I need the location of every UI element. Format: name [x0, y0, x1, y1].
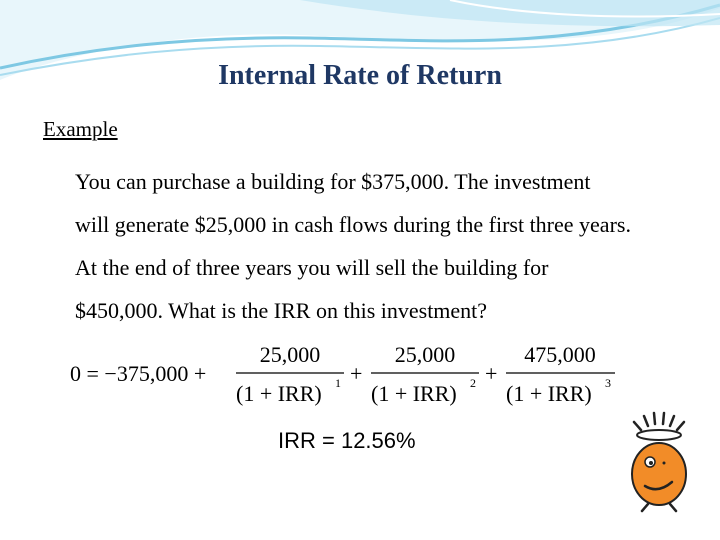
plus-sign: +	[350, 361, 363, 386]
term-2-numerator: 25,000	[394, 342, 456, 367]
term-3-denominator: (1 + IRR)	[506, 381, 592, 406]
paragraph-line: will generate $25,000 in cash flows during the first three years.	[75, 212, 631, 237]
slide-title: Internal Rate of Return	[218, 60, 502, 91]
paragraph-line: You can purchase a building for $375,000. The investment	[75, 169, 591, 194]
term-1-numerator: 25,000	[259, 342, 321, 367]
irr-result: IRR = 12.56%	[278, 428, 416, 453]
term-2-denominator: (1 + IRR)	[371, 381, 457, 406]
plus-sign: +	[485, 361, 498, 386]
term-3-numerator: 475,000	[524, 342, 596, 367]
smiley-mascot-icon	[620, 410, 695, 515]
term-1-exponent: 1	[335, 376, 341, 390]
term-1-denominator: (1 + IRR)	[236, 381, 322, 406]
paragraph-line: At the end of three years you will sell the building for	[75, 255, 549, 280]
irr-equation	[60, 335, 630, 415]
example-heading: Example	[43, 117, 118, 141]
term-3-exponent: 3	[605, 376, 611, 390]
problem-statement	[75, 160, 700, 332]
equation-lhs: 0 = −375,000 +	[70, 361, 207, 386]
term-2-exponent: 2	[470, 376, 476, 390]
paragraph-line: $450,000. What is the IRR on this investment?	[75, 298, 488, 323]
